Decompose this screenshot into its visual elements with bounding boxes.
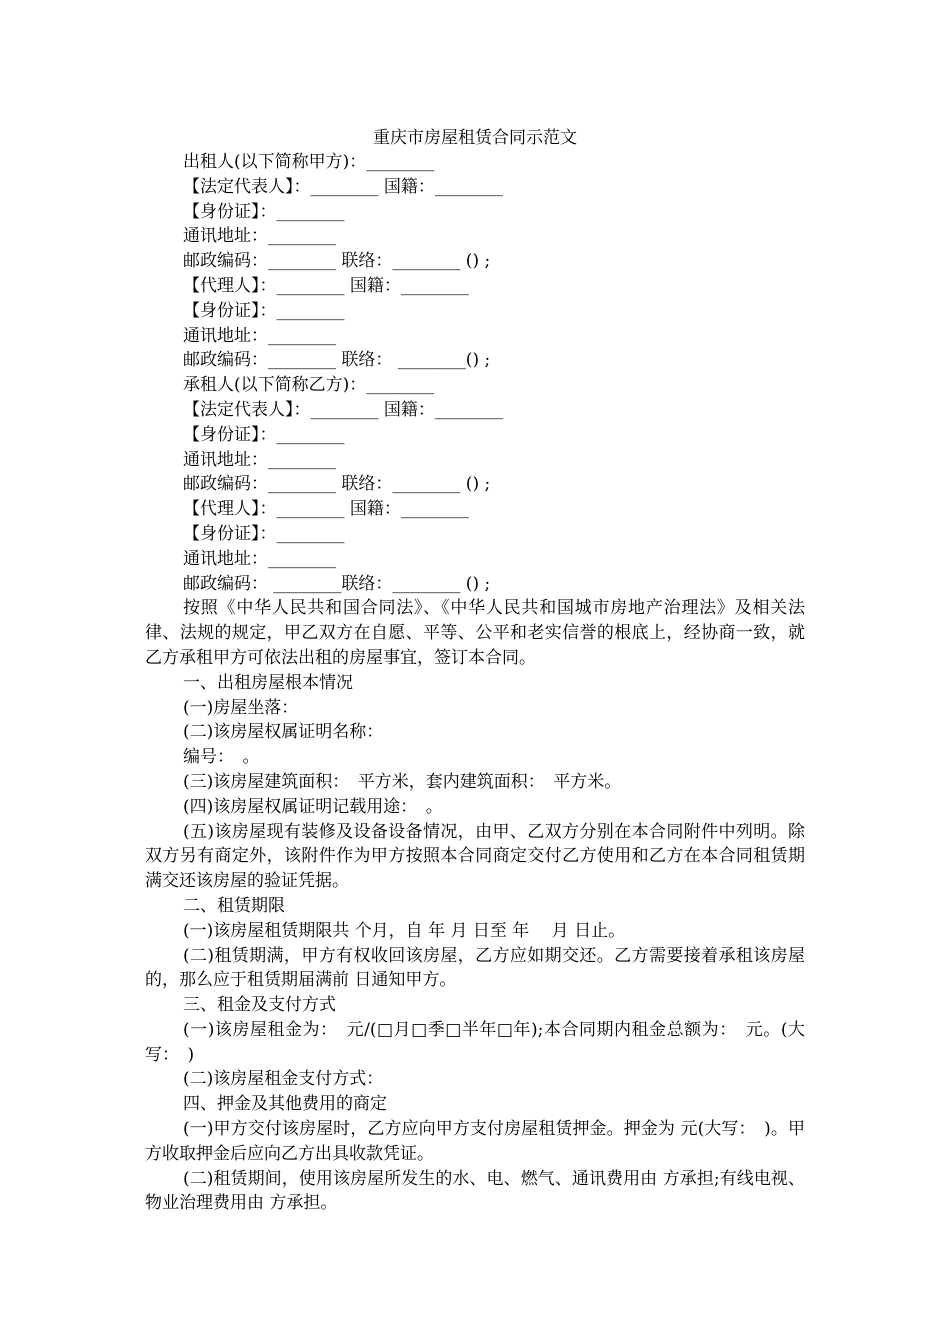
clause-fixtures: (五)该房屋现有装修及设备设备情况，由甲、乙双方分别在本合同附件中列明。除双方另有商定外，该附件作为甲方按照本合同商定交付乙方使用和乙方在本合同租赁期满交还该房屋的验证凭据。 [145,821,805,892]
section-heading-rent: 三、租金及支付方式 [183,995,336,1016]
lessor-id-line: 【身份证】：________ [183,201,345,222]
clause-utilities: (二)租赁期间，使用该房屋所发生的水、电、燃气、通讯费用由 方承担;有线电视、物业治理费用由 方承担。 [145,1168,805,1214]
clause-lease-expiry: (二)租赁期满，甲方有权收回该房屋，乙方应如期交还。乙方需要接着承租该房屋的，那么应于租赁期届满前 日通知甲方。 [145,945,805,991]
clause-lease-period: (一)该房屋租赁期限共 个月，自 年 月 日至 年 月 日止。 [183,920,626,941]
section-heading-deposit: 四、押金及其他费用的商定 [183,1094,387,1115]
section-heading-term: 二、租赁期限 [183,895,285,916]
clause-floor-area: (三)该房屋建筑面积： 平方米，套内建筑面积： 平方米。 [183,771,622,792]
lessee-agent-id-line: 【身份证】：________ [183,523,345,544]
lessor-postcode-line: 邮政编码：________ 联络：________ () ; [183,251,491,272]
clause-rent-payment: (二)该房屋租金支付方式： [183,1069,384,1090]
clause-rent-amount: (一)该房屋租金为： 元/(□月□季□半年□年);本合同期内租金总额为： 元。(大写： ) [145,1019,805,1065]
clause-deposit: (一)甲方交付该房屋时，乙方应向甲方支付房屋租赁押金。押金为 元(大写： )。甲方收取押金后应向乙方出具收款凭证。 [145,1119,805,1164]
lessee-address-line: 通讯地址：________ [183,449,336,470]
lessee-postcode-line: 邮政编码：________ 联络：________ () ; [183,474,491,495]
lessor-agent-address-line: 通讯地址：________ [183,325,336,346]
contract-preamble: 按照《中华人民共和国合同法》、《中华人民共和国城市房地产治理法》及相关法律、法规的规定，甲乙双方在自愿、平等、公平和老实信誉的根底上，经协商一致，就乙方承租甲方可依法出租的房屋事宜，签订本合同。 [145,598,805,668]
lessee-agent-line: 【代理人】：________ 国籍：________ [183,499,469,520]
lessee-legal-rep-line: 【法定代表人】：________ 国籍：________ [183,399,503,420]
clause-certificate-number: 编号： 。 [183,747,260,768]
lessee-agent-address-line: 通讯地址：________ [183,548,336,569]
lessor-address-line: 通讯地址：________ [183,226,336,247]
lessor-agent-id-line: 【身份证】：________ [183,300,345,321]
clause-title-certificate: (二)该房屋权属证明名称： [183,722,384,743]
lessor-agent-postcode-line: 邮政编码：________ 联络： ________() ; [183,350,491,371]
lessee-id-line: 【身份证】：________ [183,424,345,445]
lessor-agent-line: 【代理人】：________ 国籍：________ [183,275,469,296]
lessee-name-line: 承租人(以下简称乙方)：________ [183,375,435,396]
document-title: 重庆市房屋租赁合同示范文 [373,128,577,148]
lessee-agent-postcode-line: 邮政编码： ________联络：________ () ; [183,573,491,594]
clause-location: (一)房屋坐落： [183,697,299,718]
contract-body [145,150,805,1216]
lessor-legal-rep-line: 【法定代表人】：________ 国籍：________ [183,176,503,197]
lessor-name-line: 出租人(以下简称甲方)：________ [183,152,435,172]
clause-recorded-use: (四)该房屋权属证明记载用途： 。 [183,796,443,817]
section-heading-property: 一、出租房屋根本情况 [183,672,353,693]
